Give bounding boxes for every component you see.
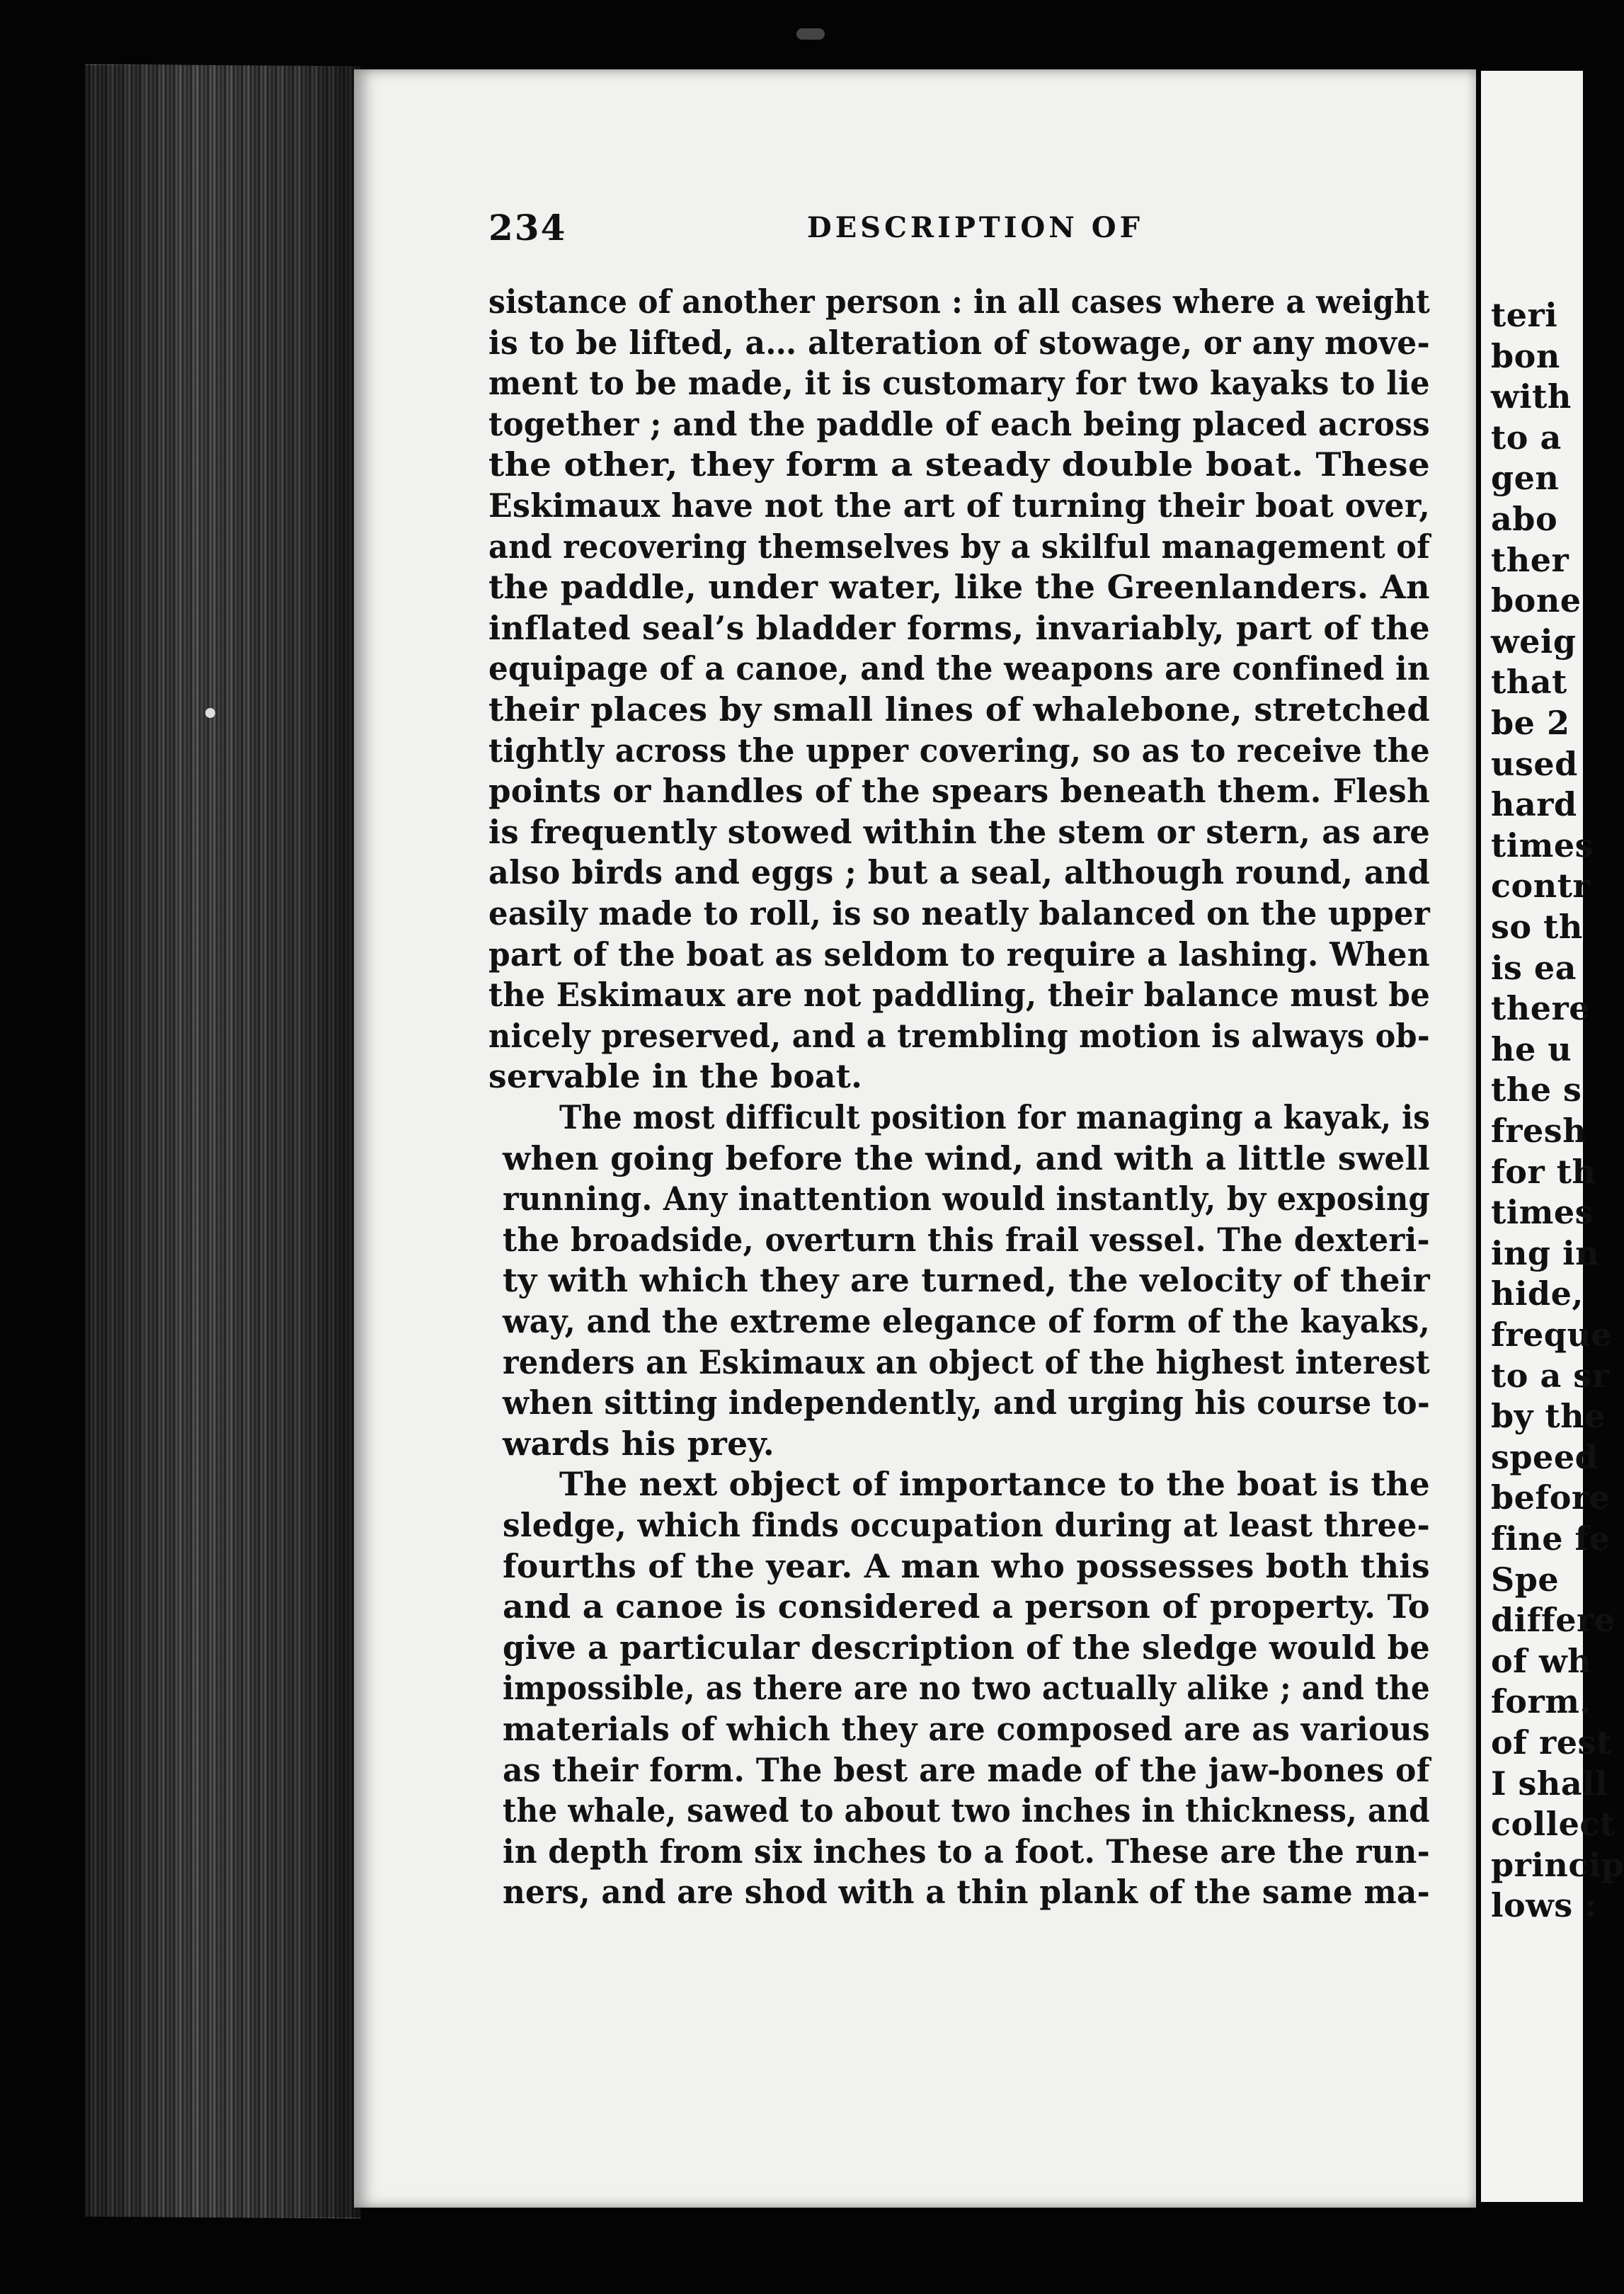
adjacent-page-text-fragment: speed — [1491, 1437, 1599, 1476]
text-line: when going before the wind, and with a little swell — [503, 1139, 1431, 1177]
text-line: easily made to roll, is so neatly balanced on the upper — [488, 894, 1430, 932]
ink-speck — [796, 28, 825, 40]
text-line: in depth from six inches to a foot. These are the run- — [503, 1832, 1431, 1871]
adjacent-page-text-fragment: ther — [1491, 540, 1569, 579]
text-line: the whale, sawed to about two inches in thickness, and — [503, 1791, 1430, 1830]
text-line: tightly across the upper covering, so as to receive the — [488, 731, 1431, 770]
adjacent-page-text-fragment: I shall — [1491, 1764, 1608, 1803]
adjacent-page-text-fragment: lows : — [1491, 1886, 1597, 1925]
adjacent-page-text-fragment: of rest — [1491, 1723, 1612, 1762]
text-line: wards his prey. — [503, 1424, 775, 1463]
text-line: Eskimaux have not the art of turning their boat over, — [488, 486, 1431, 525]
text-line: The next object of importance to the boat is the — [559, 1465, 1430, 1504]
adjacent-page-text-fragment: for th — [1491, 1152, 1596, 1191]
text-line: as their form. The best are made of the jaw-bones of — [503, 1750, 1431, 1789]
adjacent-page-text-fragment: hard — [1491, 785, 1577, 824]
text-line: is to be lifted, a… alteration of stowage, or any move- — [488, 323, 1431, 362]
adjacent-page-text-fragment: princip — [1491, 1845, 1624, 1884]
adjacent-page-text-fragment: to a sr — [1491, 1356, 1610, 1395]
text-line: is frequently stowed within the stem or stern, as are — [488, 812, 1431, 851]
text-line: equipage of a canoe, and the weapons are confined in — [488, 649, 1430, 688]
adjacent-page-text-fragment: before — [1491, 1478, 1611, 1517]
adjacent-page-text-fragment: times — [1491, 1193, 1594, 1232]
adjacent-page-text-fragment: to a — [1491, 418, 1562, 457]
adjacent-page-text-fragment: he u — [1491, 1029, 1572, 1068]
page-number: 234 — [488, 207, 567, 249]
adjacent-page-text-fragment: there — [1491, 989, 1590, 1028]
text-line: way, and the extreme elegance of form of the kayaks, — [503, 1302, 1431, 1340]
adjacent-page-text-fragment: fresh — [1491, 1112, 1587, 1150]
adjacent-page-text-fragment: is ea — [1491, 948, 1577, 987]
adjacent-page-text-fragment: that — [1491, 663, 1567, 702]
ink-speck — [205, 708, 215, 718]
adjacent-page-text-fragment: fine fe — [1491, 1519, 1611, 1558]
adjacent-page-text-fragment: by the — [1491, 1397, 1606, 1436]
adjacent-page-text-fragment: bon — [1491, 336, 1560, 375]
text-line: impossible, as there are no two actually alike ; and the — [503, 1669, 1430, 1708]
adjacent-page-text-fragment: be 2 — [1491, 704, 1570, 742]
running-head: DESCRIPTION OF — [807, 211, 1143, 244]
adjacent-page-text-fragment: of wh — [1491, 1641, 1592, 1680]
text-line: also birds and eggs ; but a seal, although round, and — [488, 853, 1431, 892]
text-line: and a canoe is considered a person of property. To — [503, 1587, 1430, 1626]
adjacent-page-text-fragment: form. — [1491, 1682, 1591, 1721]
text-line: the other, they form a steady double boat. These — [488, 445, 1431, 484]
adjacent-page-text-fragment: weig — [1491, 622, 1577, 661]
page-header — [488, 207, 1430, 249]
text-line: nicely preserved, and a trembling motion is always ob- — [488, 1016, 1430, 1055]
text-line: points or handles of the spears beneath them. Flesh — [488, 772, 1431, 811]
adjacent-page-text-fragment: used — [1491, 744, 1578, 783]
text-line: the broadside, overturn this frail vessel. The dexteri- — [503, 1220, 1430, 1259]
text-line: The most difficult position for managing a kayak, is — [559, 1098, 1431, 1136]
text-line: and recovering themselves by a skilful management of — [488, 527, 1430, 566]
adjacent-page-text-fragment: ing in — [1491, 1233, 1600, 1272]
text-line: the paddle, under water, like the Greenlanders. An — [488, 568, 1430, 607]
text-line: ty with which they are turned, the velocity of their — [503, 1261, 1431, 1300]
adjacent-page-text-fragment: teri — [1491, 296, 1558, 334]
text-line: sistance of another person : in all cases where a weight — [488, 283, 1431, 321]
adjacent-page-text-fragment: contr — [1491, 867, 1591, 906]
text-line: fourths of the year. A man who possesses both this — [503, 1546, 1430, 1585]
text-line: ment to be made, it is customary for two kayaks to lie — [488, 364, 1430, 403]
adjacent-page-text-fragment: gen — [1491, 459, 1560, 498]
text-line: servable in the boat. — [488, 1057, 863, 1096]
text-line: materials of which they are composed are as various — [503, 1710, 1430, 1748]
adjacent-page-text-fragment: freque — [1491, 1316, 1613, 1354]
adjacent-page-text-fragment: differe — [1491, 1601, 1616, 1640]
page-edge-shadow — [85, 65, 361, 2218]
adjacent-page-text-fragment: so th — [1491, 908, 1583, 946]
text-line: the Eskimaux are not paddling, their balance must be — [488, 976, 1431, 1015]
adjacent-page-fragment — [1481, 71, 1624, 2202]
text-line: their places by small lines of whalebone, stretched — [488, 690, 1430, 729]
text-line: running. Any inattention would instantly, by exposing — [503, 1180, 1430, 1219]
adjacent-page-text-fragment: the s — [1491, 1071, 1582, 1109]
text-line: give a particular description of the sledge would be — [503, 1628, 1431, 1667]
adjacent-page-text-fragment: hide, — [1491, 1274, 1584, 1313]
adjacent-page-text-fragment: bone — [1491, 581, 1582, 620]
text-line: ners, and are shod with a thin plank of the same ma- — [503, 1873, 1430, 1912]
adjacent-page-text-fragment: collect — [1491, 1805, 1616, 1844]
adjacent-page-text-fragment: Spe — [1491, 1560, 1560, 1599]
adjacent-page-text-fragment: abo — [1491, 500, 1558, 538]
text-line: sledge, which finds occupation during at least three- — [503, 1506, 1431, 1544]
text-line: together ; and the paddle of each being placed across — [488, 404, 1431, 443]
text-line: renders an Eskimaux an object of the highest interest — [503, 1342, 1430, 1381]
text-line: inflated seal’s bladder forms, invariably, part of the — [488, 608, 1431, 647]
adjacent-page-text-fragment: with — [1491, 377, 1572, 416]
text-line: part of the boat as seldom to require a lashing. When — [488, 935, 1430, 974]
adjacent-page-text-fragment: times — [1491, 826, 1594, 864]
text-line: when sitting independently, and urging his course to- — [503, 1383, 1431, 1422]
